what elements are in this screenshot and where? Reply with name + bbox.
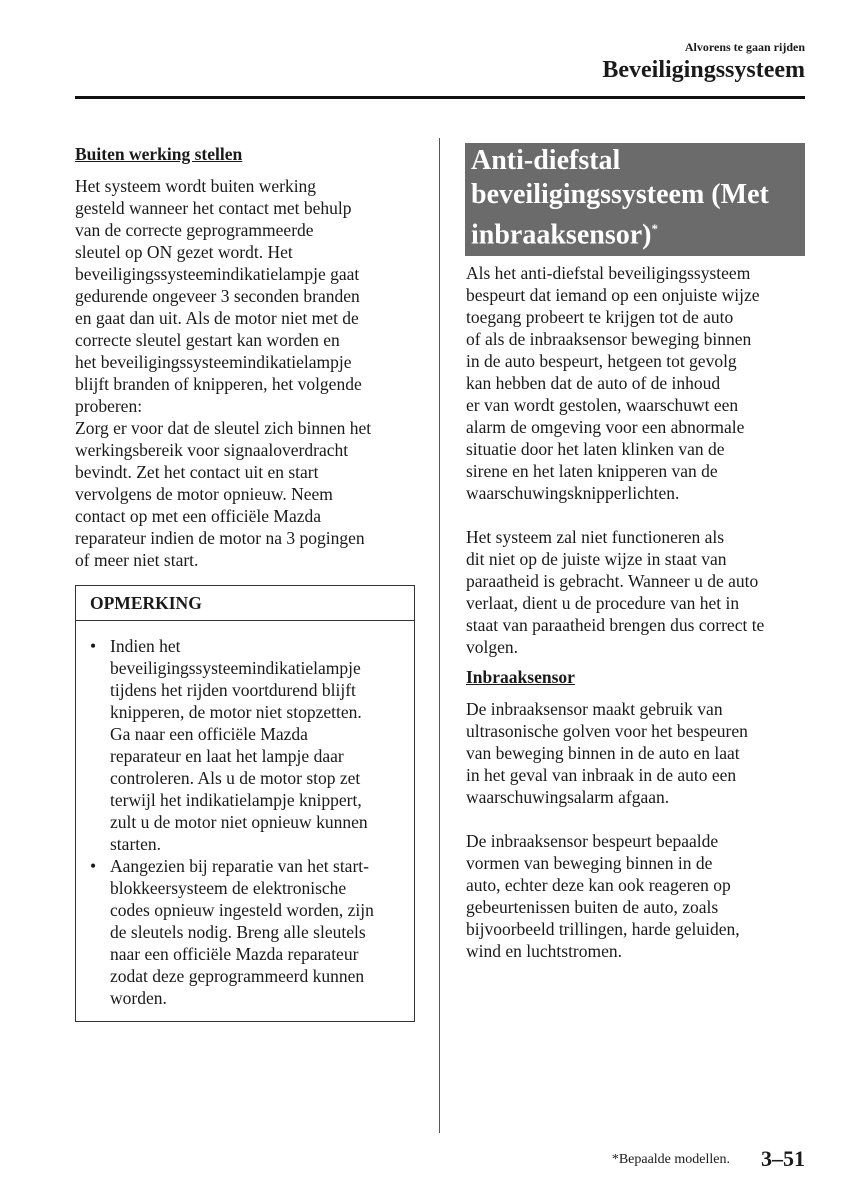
note-item [90,635,404,855]
bullet-icon: • [90,856,97,876]
footnote-mark: * [651,221,658,236]
right-column [466,143,806,962]
note-box [75,585,415,1022]
header-rule [75,96,805,99]
column-divider [439,138,440,1133]
subhead-intrusion-sensor: Inbraaksensor [466,667,575,688]
page-section-title: Beveiligingssysteem [602,57,805,83]
chapter-label: Alvorens te gaan rijden [684,40,805,54]
bullet-icon: • [90,636,97,656]
section-heading [465,143,805,256]
footnote: *Bepaalde modellen. [611,1152,730,1167]
page-number: 3–51 [761,1146,805,1171]
alarm-paragraph: Als het anti-diefstal beveiligingssysteem bespeurt dat iemand op een onjuiste wijze toegang probeert te krijgen tot de auto of als de inbraaksensor beweging binnen in de auto bespeurt, hetgeen tot gevolg kan hebben dat de auto of de inhoud er van wordt gestolen, waarschuwt een alarm de omgeving voor een abnormale situatie door het laten klinken van de sirene en het laten knipperen van de waarschuwingsknipperlichten. [466,263,760,504]
arming-paragraph: Het systeem zal niet functioneren als dit niet op de juiste wijze in staat van paraatheid is gebracht. Wanneer u de auto verlaat, dient u de procedure van het in staat van paraatheid brengen dus correct te volgen. [466,527,765,658]
left-column [75,143,415,1022]
note-body [76,621,414,1021]
section-heading-text: Anti-diefstal beveiligingssysteem (Met inbraaksensor) [471,145,769,251]
disable-paragraph: Het systeem wordt buiten werking gesteld wanneer het contact met behulp van de correcte geprogrammeerde sleutel op ON gezet wordt. Het beveiligingssysteemindikatielampje gaat gedurende ongeveer 3 seconden branden en gaat dan uit. Als de motor niet met de correcte sleutel gestart kan worden en het beveiligingssysteemindikatielampje blijft branden of knipperen, het volgende proberen: Zorg er voor dat de sleutel zich binnen het werkingsbereik voor signaaloverdracht bevindt. Zet het contact uit en start vervolgens de motor opnieuw. Neem contact op met een officiële Mazda reparateur indien de motor na 3 pogingen of meer niet start. [75,176,372,570]
subhead-disable: Buiten werking stellen [75,144,243,164]
note-item-text: Indien het beveiligingssysteemindikatielampje tijdens het rijden voortdurend blijft knipperen, de motor niet stopzetten. Ga naar een officiële Mazda reparateur en laat het lampje daar controleren. Als u de motor stop zet terwijl het indikatielampje knippert, zult u de motor niet opnieuw kunnen starten. [110,636,368,854]
sensor-detail-paragraph: De inbraaksensor bespeurt bepaalde vormen van beweging binnen in de auto, echter deze kan ook reageren op gebeurtenissen buiten de auto, zoals bijvoorbeeld trillingen, harde geluiden, wind en luchtstromen. [466,831,740,962]
note-item [90,855,404,1009]
note-title: OPMERKING [76,586,414,621]
sensor-paragraph: De inbraaksensor maakt gebruik van ultrasonische golven voor het bespeuren van beweging binnen in de auto en laat in het geval van inbraak in de auto een waarschuwingsalarm afgaan. [466,699,748,808]
note-item-text: Aangezien bij reparatie van het start- blokkeersysteem de elektronische codes opnieuw ingesteld worden, zijn de sleutels nodig. Breng alle sleutels naar een officiële Mazda reparateur zodat deze geprogrammeerd kunnen worden. [110,856,374,1008]
